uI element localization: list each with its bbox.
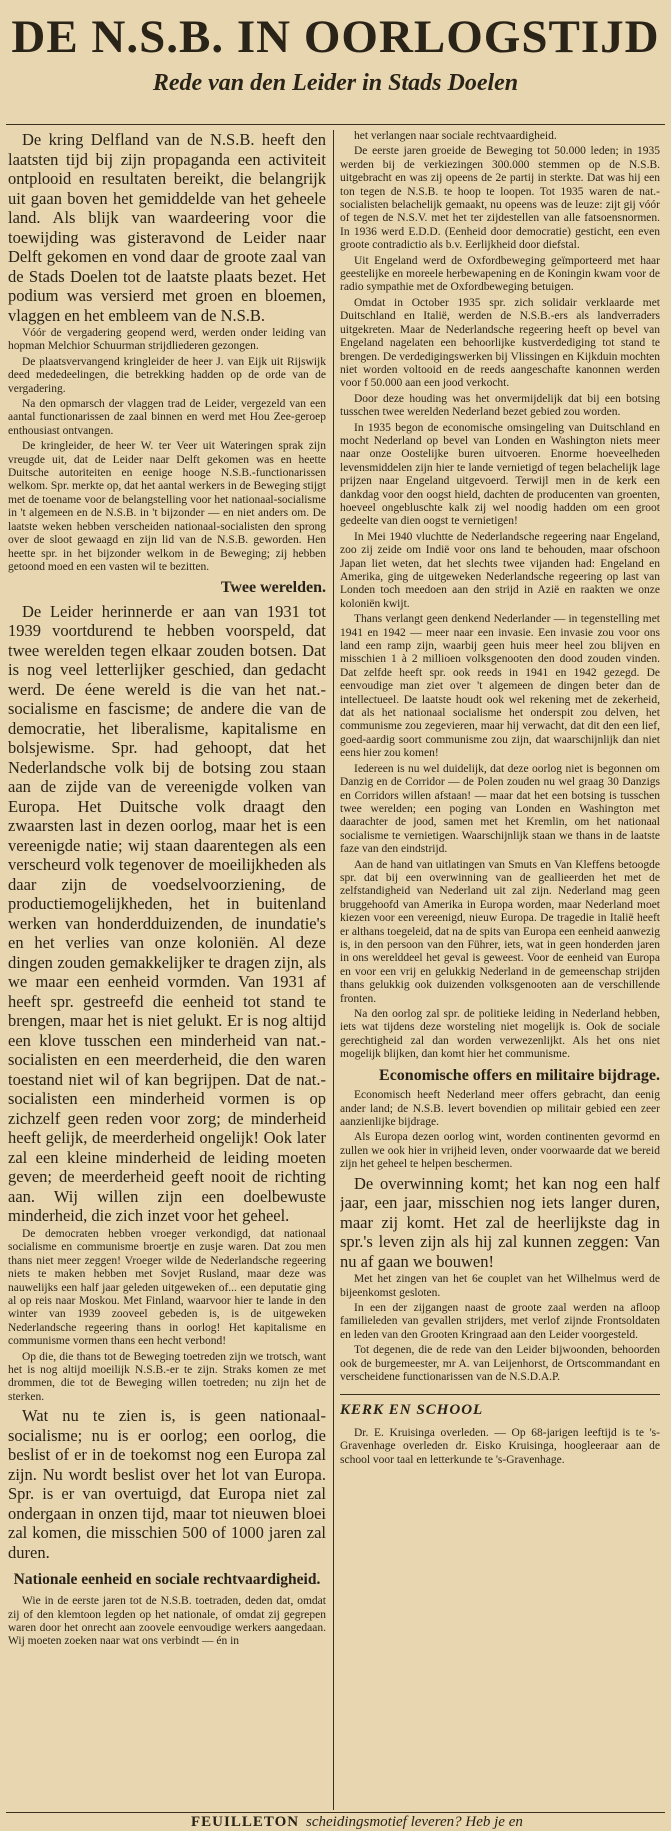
paragraph: Met het zingen van het 6e couplet van het Wilhelmus werd de bijeenkomst gesloten. xyxy=(340,1273,660,1299)
paragraph: Thans verlangt geen denkend Nederlander — in tegenstelling met 1941 en 1942 — meer naar een invasie. Een invasie zou voor ons land een ramp zijn, waarbij geen huis meer heel zou blijven en misschien 1 à 2 millioen volksgenooten den dood zouden vinden. Dat zelfde heeft spr. ook reeds in 1941 en 1942 gezegd. De eenvoudige man ziet over 't algemeen de dingen beter dan de intellectueel. De laatste houdt ook wel rekening met de zekerheid, dat als het nationaal socialisme het onderspit zou delven, het communisme zou zegevieren, maar hij verwacht, dat dit den een lief, goed-aardig soort communisme zou zijn, dat waarschijnlijk dan niet eens hier zou komen! xyxy=(340,613,660,760)
paragraph: Economisch heeft Nederland meer offers gebracht, dan eenig ander land; de N.S.B. levert bovendien op militair gebied een zeer aanzienlijke bijdrage. xyxy=(340,1089,660,1129)
paragraph: Na den oorlog zal spr. de politieke leiding in Nederland hebben, iets wat tijdens deze worsteling niet mogelijk is. Ook de sociale gerechtigheid zal dan worden verwezenlijkt. Als het ons niet mogelijk blijken, dan komt hier het communisme. xyxy=(340,1008,660,1061)
subheading-unity: Nationale eenheid en sociale rechtvaardigheid. xyxy=(13,1571,321,1589)
paragraph: Omdat in October 1935 spr. zich solidair verklaarde met Duitschland en Italië, werden de N.S.B.-ers als landverraders uitgekreten. Maar de Nederlandsche regeering heeft op bevel van Engeland nagelaten een behoorlijke kustverdediging tot stand te brengen. De verdedigingswerken bij Vlissingen en Kijkduin mochten niet worden voltooid en de reeds aangeschafte kanonnen werden voor f 50.000 aan een jood verkocht. xyxy=(340,296,660,390)
page-footer xyxy=(6,1812,665,1831)
paragraph: In Mei 1940 vluchtte de Nederlandsche regeering naar Engeland, zoo zij zeide om Indië voor ons land te behouden, maar ofschoon Japan liet weten, dat het slechts twee vijanden had: Engeland en Amerika, ging de uitgeweken Nederlandsche regeering op last van Londen toch meedoen aan den strijd in Azië en raakten we onze koloniën kwijt. xyxy=(340,530,660,610)
paragraph: De democraten hebben vroeger verkondigd, dat nationaal socialisme en communisme broertje en zusje waren. Dat zou men thans niet meer zeggen! Vroeger wilde de Nederlandsche regeering niets te maken hebben met Sovjet Rusland, maar deze was nauwelijks een half jaar geleden uitgeweken of... een deputatie ging al op reis naar Moskou. Met Finland, waarvoor hier te lande in den winter van 1939 zooveel gebeden is, is de uitgeweken Nederlandsche regeering thans in oorlog! Het kapitalisme en communisme vormen thans een hecht verbond! xyxy=(8,1227,326,1348)
paragraph: De kring Delfland van de N.S.B. heeft den laatsten tijd bij zijn propaganda een activiteit ontplooid en resultaten bereikt, die belangrijk uit gaan boven het gemiddelde van het geheele land. Als blijk van waardeering voor die toewijding was gisteravond de Leider naar Delft gekomen en vond daar de groote zaal van de Stads Doelen tot de laatste plaats bezet. Het podium was versierd met groen en bloemen, vlaggen en het embleem van de N.S.B. xyxy=(8,130,326,325)
paragraph: Op die, die thans tot de Beweging toetreden zijn we trotsch, want het is nog altijd moeilijk N.S.B.-er te zijn. Straks komen ze met drommen, die tot de Beweging willen toetreden; nu zijn het de sterken. xyxy=(8,1350,326,1403)
left-column xyxy=(8,130,326,1810)
subheading-economic: Economische offers en militaire bijdrage. xyxy=(379,1066,660,1084)
paragraph: De eerste jaren groeide de Beweging tot 50.000 leden; in 1935 werden bij de verkiezingen 300.000 stemmen op de N.S.B. uitgebracht en was zij opeens de 2e partij in sterkte. Dat was hij een ton tegen de N.S.B. te hoop te loopen. Tot 1935 waren de nat.-socialisten belachelijk gemaakt, nu opeens was de leuze: zijt gij vóór of tegen de N.S.V. met het ter zijdestellen van alle fatsoensnormen. In 1936 werd E.D.D. (Eenheid door democratie) gesticht, een even groote contradictio als b.v. Eerlijkheid door diefstal. xyxy=(340,145,660,252)
paragraph: De overwinning komt; het kan nog een half jaar, een jaar, misschien nog iets langer duren, maar zij komt. Het zal de heerlijkste dag in spr.'s leven zijn als hij zal kunnen zeggen: Van nu af gaan we bouwen! xyxy=(340,1173,660,1271)
paragraph: Tot degenen, die de rede van den Leider bijwoonden, behoorden ook de burgemeester, mr A. van Leijenhorst, de Ortscommandant en verscheidene functionarissen van de N.S.D.A.P. xyxy=(340,1344,660,1383)
column-divider xyxy=(333,130,334,1810)
paragraph: De plaatsvervangend kringleider de heer J. van Eijk uit Rijswijk deed mededeelingen, die betrekking hadden op de orde van de vergadering. xyxy=(8,355,326,395)
section-heading-kerk-en-school: KERK EN SCHOOL xyxy=(340,1394,660,1419)
masthead-rule xyxy=(6,124,665,125)
article-headline: DE N.S.B. IN OORLOGSTIJD xyxy=(11,11,660,63)
article-subheadline: Rede van den Leider in Stads Doelen xyxy=(152,70,519,96)
right-column xyxy=(340,130,660,1810)
subheading-two-worlds: Twee werelden. xyxy=(220,579,326,597)
feuilleton-label: FEUILLETON xyxy=(191,1814,300,1830)
paragraph: Door deze houding was het onvermijdelijk dat bij een botsing tusschen twee werelden Nederland bezet gebied zou worden. xyxy=(340,392,660,419)
article-masthead xyxy=(6,10,665,140)
paragraph: Wie in de eerste jaren tot de N.S.B. toetraden, deden dat, omdat zij of den klemtoon legden op het nationale, of omdat zij gegrepen waren door het onrecht aan zoovele eenvoudige werkers aangedaan. Wij moeten zoeken naar wat ons verbindt — én in xyxy=(8,1595,326,1648)
paragraph: De kringleider, de heer W. ter Veer uit Wateringen sprak zijn vreugde uit, dat de Leider naar Delft gekomen was en heette Duitsche autoriteiten en eenige hooge N.S.B.-functionarissen welkom. Spr. merkte op, dat het aantal werkers in de Beweging stijgt met de toename voor de belangstelling voor het nationaal-socialisme in 't algemeen en de N.S.B. in 't bijzonder — en niet anders om. De laatste weken hebben verscheiden nationaal-socialisten den sprong over de sloot gewaagd en zijn lid van de N.S.B. geworden. Hen heette spr. in het bijzonder welkom in de Beweging; zij hebben getoond moed en een vasten wil te bezitten. xyxy=(8,440,326,573)
paragraph: Aan de hand van uitlatingen van Smuts en Van Kleffens betoogde spr. dat bij een overwinning van de geallieerden het met de zelfstandigheid van Nederland uit zal zijn. Nederland mag geen bruggehoofd van Amerika in Europa worden, maar Nederland moet kiezen voor een vereenigd, nieuw Europa. De tragedie in Italië heeft er althans toegeleid, dat na de spits van Europa een eenheid aanwezig is, in den persoon van den Führer, iets, wat in geen honderden jaren in ons werelddeel het geval is geweest. Voor de eenheid van Europa en voor een vrij en gelukkig Nederland in de gemeenschap strijden thans gelukkig ook duizenden volksgenooten aan de verschillende fronten. xyxy=(340,858,660,1005)
paragraph: het verlangen naar sociale rechtvaardigheid. xyxy=(354,130,557,142)
paragraph: In 1935 begon de economische omsingeling van Duitschland en mocht Nederland op bevel van Londen en Washington niets meer naar onze Oostelijke buren uitvoeren. Enorme hoeveelheden levensmiddelen zijn hier te lande vernietigd of tegen belachelijk lage prijzen naar Engeland uitgevoerd. Terwijl men in de kerk een dankdag voor den oogst hield, dachten de producenten van groenten, hoeveel ongebluschte kalk zij wel noodig hadden om een groot gedeelte van dien oogst te vernietigen! xyxy=(340,421,660,528)
paragraph: Uit Engeland werd de Oxfordbeweging geïmporteerd met haar geestelijke en moreele herbewapening en de Koningin kwam voor de radio sympathie met de Oxfordbeweging betuigen. xyxy=(340,254,660,294)
paragraph: Wat nu te zien is, is geen nationaal-socialisme; nu is er oorlog; een oorlog, die beslist of er in de toekomst nog een Europa zal zijn. Nu wordt beslist over het lot van Europa. Spr. is er van overtuigd, dat Europa niet zal ondergaan in onzen tijd, maar tot nieuwen bloei zal komen, die misschien 500 of 1000 jaren zal duren. xyxy=(8,1406,326,1562)
feuilleton-continuation: scheidingsmotief leveren? Heb je en xyxy=(306,1814,523,1830)
paragraph: Dr. E. Kruisinga overleden. — Op 68-jarigen leeftijd is te 's-Gravenhage overleden dr. Eisko Kruisinga, hoogleeraar aan de school voor taal en letterkunde te 's-Gravenhage. xyxy=(340,1427,660,1466)
paragraph: In een der zijgangen naast de groote zaal werden na afloop familieleden van gevallen strijders, met verlof zijnde Frontsoldaten en leden van den Grooten Kringraad aan den Leider voorgesteld. xyxy=(340,1301,660,1341)
paragraph: Na den opmarsch der vlaggen trad de Leider, vergezeld van een aantal functionarissen de zaal binnen en werd met Hou Zee-geroep enthousiast ontvangen. xyxy=(8,398,326,437)
paragraph: Als Europa dezen oorlog wint, worden continenten gevormd en zullen we ook hier in vrijheid leven, onder voorwaarde dat we bereid zijn het geheel te helpen beschermen. xyxy=(340,1131,660,1171)
paragraph: Iedereen is nu wel duidelijk, dat deze oorlog niet is begonnen om Danzig en de Corridor — de Polen zouden nu wel graag 30 Danzigs en Corridors willen afstaan! — maar dat het een botsing is tusschen twee werelden; een poging van Londen en Washington met daarachter de jood, samen met het Kremlin, om het nationaal socialisme te vernietigen. Waarschijnlijk staan we thans in de laatste faze van den eindstrijd. xyxy=(340,762,660,856)
paragraph: De Leider herinnerde er aan van 1931 tot 1939 voortdurend te hebben voorspeld, dat twee werelden tegen elkaar zouden botsen. Dat is nog veel letterlijker geschied, dan gedacht werd. De éene wereld is die van het nat.-socialisme en fascisme; de andere die van de democratie, het liberalisme, kapitalisme en bolsjewisme. Spr. had gehoopt, dat het Nederlandsche volk bij de botsing zou staan aan de zijde van de vereenigde volken van Europa. Het Duitsche volk draagt den zwaarsten last in dezen oorlog, maar het is een vereenigde natie; wij staan daarentegen als een verscheurd volk tegenover de moeilijkheden als daar zijn de voedselvoorziening, de productiemogelijkheden, het in buitenland werken van honderdduizenden, de inundatie's en het verlies van onze koloniën. Al deze dingen zouden gemakkelijker te dragen zijn, als we maar een eenheid vormden. Van 1931 af heeft spr. gestreefd die eenheid tot stand te brengen, maar het is niet gelukt. Er is nog altijd een klove tusschen een minderheid van nat.-socialisten en een meerderheid, die den waren toestand niet wil of kan begrijpen. Dat de nat.-socialisten een minderheid vormen is op zichzelf geen reden voor zorg; de minderheid heeft gelijk, de meerderheid ongelijk! Ook later zal een kleine minderheid de leiding moeten geven; de meerderheid geeft nooit de richting aan. Wij willen zijn een doelbewuste minderheid, die zich inzet voor het geheel. xyxy=(8,601,326,1226)
paragraph: Vóór de vergadering geopend werd, werden onder leiding van hopman Melchior Schuurman strijdliederen gezongen. xyxy=(8,327,326,353)
